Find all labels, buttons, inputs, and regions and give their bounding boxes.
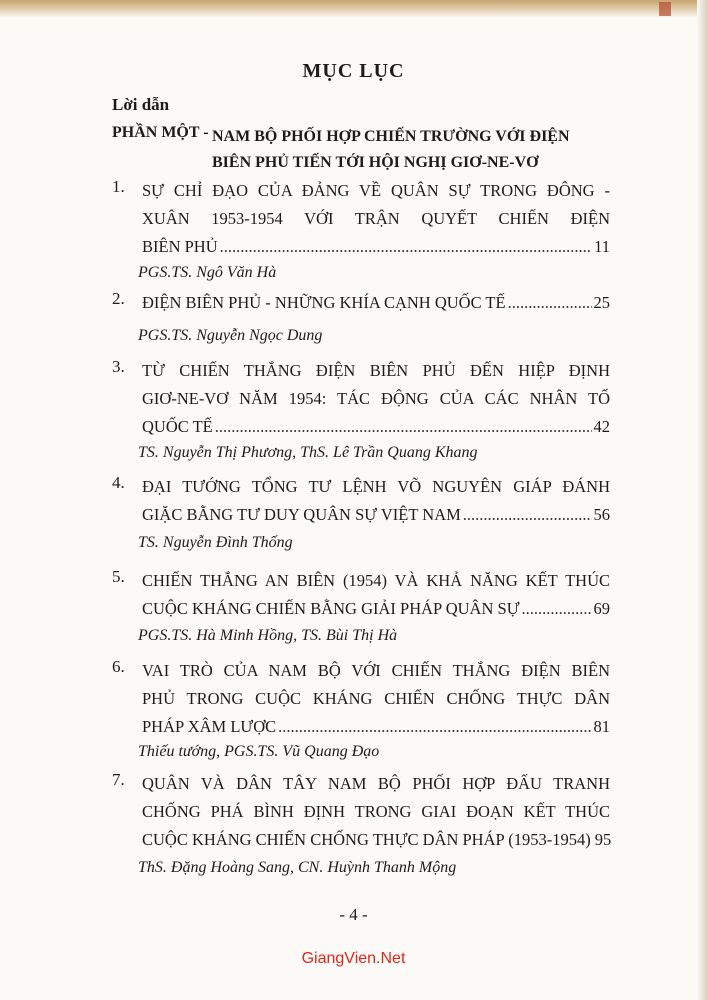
- entry-page-number: 81: [593, 717, 610, 736]
- toc-entry-5[interactable]: [112, 567, 610, 623]
- entry-title-last-line: PHÁP XÂM LƯỢC ..... 81: [142, 713, 610, 741]
- page-top-edge: [0, 0, 707, 18]
- entry-page-number: 69: [593, 599, 610, 618]
- entry-page-number: 95: [594, 830, 612, 849]
- toc-entry-3[interactable]: [112, 357, 610, 441]
- entry-number: 1.: [112, 177, 125, 196]
- toc-entry-7[interactable]: [112, 770, 610, 854]
- entry-author: PGS.TS. Hà Minh Hồng, TS. Bùi Thị Hà: [138, 627, 398, 644]
- entry-title-line: SỰ CHỈ ĐẠO CỦA ĐẢNG VỀ QUÂN SỰ TRONG ĐÔNG -: [142, 181, 610, 200]
- entry-number: 2.: [112, 289, 125, 308]
- dot-leader: [278, 713, 591, 741]
- entry-title-line: GIƠ-NE-VƠ NĂM 1954: TÁC ĐỘNG CỦA CÁC NHÂN TỐ: [142, 389, 610, 408]
- entry-title-line: CHỐNG PHÁ BÌNH ĐỊNH TRONG GIAI ĐOẠN KẾT THÚC: [142, 802, 610, 821]
- entry-title-last-line: CUỘC KHÁNG CHIẾN CHỐNG THỰC DÂN PHÁP (1953-1954) 95: [142, 826, 610, 854]
- part-label: PHẦN MỘT -: [112, 124, 209, 141]
- page-number-footer: - 4 -: [339, 905, 368, 924]
- entry-number: 5.: [112, 567, 125, 586]
- entry-number: 3.: [112, 357, 125, 376]
- entry-author: PGS.TS. Ngô Văn Hà: [138, 264, 277, 281]
- entry-title-last-line: QUỐC TẾ ..... 42: [142, 413, 610, 441]
- dot-leader: [508, 289, 592, 317]
- dot-leader: [463, 501, 592, 529]
- entry-title-last-line: BIÊN PHỦ ..... 11: [142, 233, 610, 261]
- entry-title-last-line: GIẶC BẰNG TƯ DUY QUÂN SỰ VIỆT NAM ..... 56: [142, 501, 610, 529]
- dot-leader: [220, 233, 592, 261]
- page-right-edge: [697, 0, 707, 1000]
- entry-author: TS. Nguyễn Đình Thống: [138, 534, 293, 551]
- entry-page-number: 11: [594, 237, 610, 256]
- part-title-line: NAM BỘ PHỐI HỢP CHIẾN TRƯỜNG VỚI ĐIỆN: [212, 128, 570, 145]
- entry-number: 6.: [112, 657, 125, 676]
- toc-entry-1[interactable]: [112, 177, 610, 261]
- toc-entry-6[interactable]: [112, 657, 610, 741]
- entry-title-line: VAI TRÒ CỦA NAM BỘ VỚI CHIẾN THẮNG ĐIỆN BIÊN: [142, 661, 610, 680]
- entry-author: TS. Nguyễn Thị Phương, ThS. Lê Trần Quang Khang: [138, 444, 478, 461]
- entry-page-number: 56: [593, 505, 610, 524]
- toc-entry-4[interactable]: [112, 473, 610, 529]
- dot-leader: [215, 413, 592, 441]
- entry-number: 4.: [112, 473, 125, 492]
- toc-intro: Lời dẫn: [112, 95, 170, 114]
- page-title: MỤC LỤC: [302, 60, 405, 82]
- entry-title-line: PHỦ TRONG CUỘC KHÁNG CHIẾN CHỐNG THỰC DÂN: [142, 689, 610, 708]
- entry-title-line: TỪ CHIẾN THẮNG ĐIỆN BIÊN PHỦ ĐẾN HIỆP ĐỊNH: [142, 361, 610, 380]
- dot-leader: [522, 595, 592, 623]
- entry-title-line: ĐẠI TƯỚNG TỔNG TƯ LỆNH VÕ NGUYÊN GIÁP ĐÁNH: [142, 477, 610, 496]
- entry-author: ThS. Đặng Hoàng Sang, CN. Huỳnh Thanh Mộng: [138, 859, 457, 876]
- entry-author: PGS.TS. Nguyễn Ngọc Dung: [138, 327, 323, 344]
- entry-title-line: XUÂN 1953-1954 VỚI TRẬN QUYẾT CHIẾN ĐIỆN: [142, 209, 610, 228]
- entry-page-number: 42: [593, 417, 610, 436]
- part-title-line: BIÊN PHỦ TIẾN TỚI HỘI NGHỊ GIƠ-NE-VƠ: [212, 154, 539, 171]
- entry-title-line: CHIẾN THẮNG AN BIÊN (1954) VÀ KHẢ NĂNG KẾT THÚC: [142, 571, 610, 590]
- entry-title-line: QUÂN VÀ DÂN TÂY NAM BỘ PHỐI HỢP ĐẤU TRANH: [142, 774, 610, 793]
- entry-title-last-line: ĐIỆN BIÊN PHỦ - NHỮNG KHÍA CẠNH QUỐC TẾ ..... 25: [142, 289, 610, 317]
- watermark: GiangVien.Net: [301, 950, 406, 967]
- entry-author: Thiếu tướng, PGS.TS. Vũ Quang Đạo: [138, 743, 380, 760]
- entry-page-number: 25: [593, 293, 610, 312]
- entry-title-last-line: CUỘC KHÁNG CHIẾN BẰNG GIẢI PHÁP QUÂN SỰ ..... 69: [142, 595, 610, 623]
- part-title: [212, 124, 612, 176]
- toc-entry-2[interactable]: [112, 289, 610, 317]
- entry-number: 7.: [112, 770, 125, 789]
- corner-mark: [659, 2, 671, 16]
